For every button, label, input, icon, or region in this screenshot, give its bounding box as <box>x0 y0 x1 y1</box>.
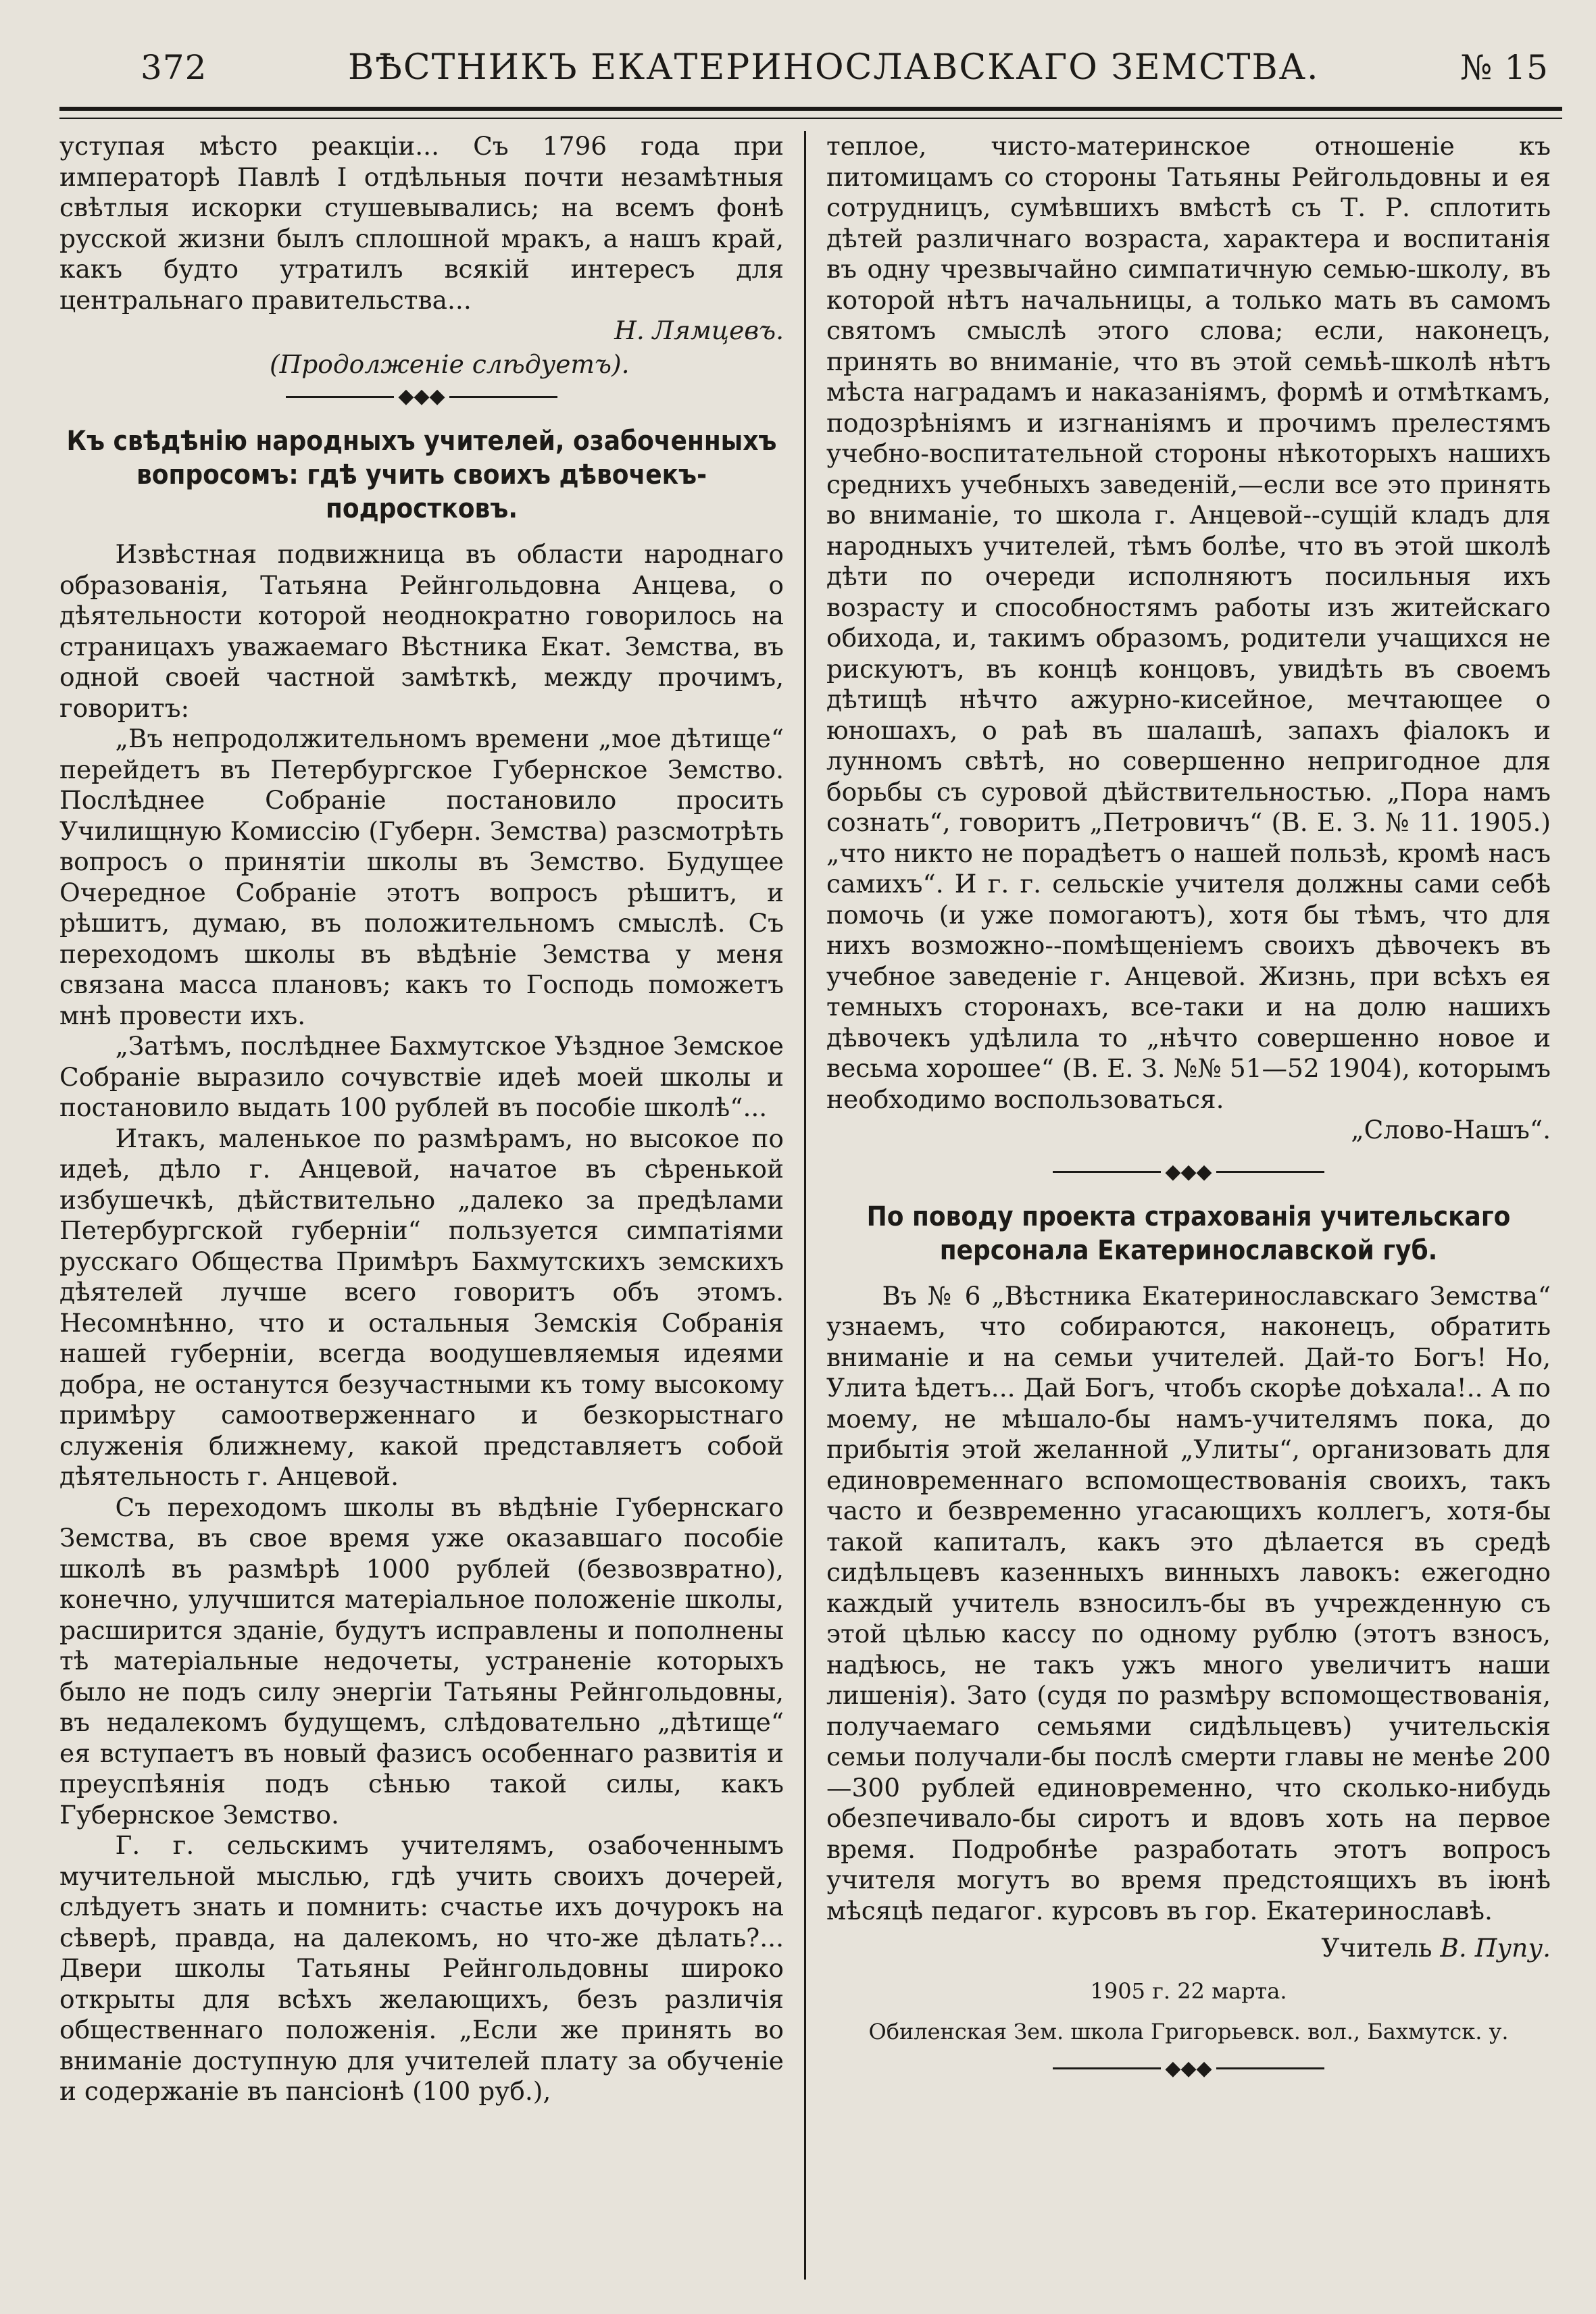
ornament: ◆◆◆ <box>1165 2056 1212 2080</box>
paragraph: „Въ непродолжительномъ времени „мое дѣтище“ перейдетъ въ Петербургское Губернское Земство. Послѣднее Собраніе постановило просить Училищную Комиссію (Губерн. Земства) разсмотрѣть вопросъ о принятіи школы въ Земство. Будущее Очередное Собраніе этотъ вопросъ рѣшитъ, и рѣшитъ, думаю, въ положительномъ смыслѣ. Съ переходомъ школы въ вѣдѣніе Земства у меня связана масса плановъ; какъ то Господь поможетъ мнѣ провести ихъ. <box>59 724 784 1030</box>
columns <box>59 131 1562 2280</box>
paragraph: Извѣстная подвижница въ области народнаго образованія, Татьяна Рейнгольдовна Анцева, о дѣятельности которой неоднократно говорилось на страницахъ уважаемаго Вѣстника Екат. Земства, въ одной своей частной замѣткѣ, между прочимъ, говоритъ: <box>59 539 784 723</box>
left-column <box>59 131 796 2280</box>
paragraph: „Затѣмъ, послѣднее Бахмутское Уѣздное Земское Собраніе выразило сочувствіе идеѣ моей школы и постановило выдать 100 рублей въ пособіе школѣ“... <box>59 1031 784 1122</box>
date-line: 1905 г. 22 марта. <box>1090 1978 1287 2004</box>
ornament: ◆◆◆ <box>1165 1159 1212 1184</box>
journal-title: ВѢСТНИКЪ ЕКАТЕРИНОСЛАВСКАГО ЗЕМСТВА. <box>348 47 1320 88</box>
paragraph: Въ № 6 „Вѣстника Екатеринославскаго Земства“ узнаемъ, что собираются, наконецъ, обратить вниманіе и на семьи учителей. Дай-то Богъ! Но, Улита ѣдетъ... Дай Богъ, чтобъ скорѣе доѣхала!.. А по моему, не мѣшало-бы намъ-учителямъ пока, до прибытія этой желанной „Улиты“, организовать для единовременнаго вспомоществованія своихъ, такъ часто и безвременно угасающихъ коллегъ, хотя-бы такой капиталъ, какъ это дѣлается въ средѣ сидѣльцевъ казенныхъ винныхъ лавокъ: ежегодно каждый учитель взносилъ-бы въ учрежденную съ этой цѣлью кассу по одному рублю (этотъ взносъ, надѣюсь, не такъ ужъ много увеличитъ наши лишенія). Зато (судя по размѣру вспомоществованія, получаемаго семьями сидѣльцевъ) учительскія семьи получали-бы послѣ смерти главы не менѣе 200—300 рублей единовременно, что сколько-нибудь обезпечивало-бы сиротъ и вдовъ хоть на первое время. Подробнѣе разработать этотъ вопросъ учителя могутъ во время предстоящихъ въ іюнѣ мѣсяцѣ педагог. курсовъ въ гор. Екатеринославѣ. <box>826 1280 1551 1926</box>
school-line: Обиленская Зем. школа Григорьевск. вол., Бахмутск. у. <box>868 2018 1509 2044</box>
intro-text: уступая мѣсто реакціи... Съ 1796 года при императорѣ Павлѣ I отдѣльныя почти незамѣтныя свѣтлыя искорки стушевывались; на всемъ фонѣ русской жизни былъ сплошной мракъ, а нашъ край, какъ будто утратилъ всякій интересъ для центральнаго правительства... <box>59 131 784 315</box>
paragraph: Съ переходомъ школы въ вѣдѣніе Губернскаго Земства, въ свое время уже оказавшаго пособіе школѣ въ размѣрѣ 1000 рублей (безвозвратно), конечно, улучшится матеріальное положеніе школы, расширится зданіе, будутъ исправлены и пополнены тѣ матеріальные недочеты, устраненіе которыхъ было не подъ силу энергіи Татьяны Рейнгольдовны, въ недалекомъ будущемъ, слѣдовательно „дѣтище“ ея вступаетъ въ новый фазисъ особеннаго развитія и преуспѣянія подъ сѣнью такой силы, какъ Губернское Земство. <box>59 1492 784 1830</box>
article-title-1: Къ свѣдѣнію народныхъ учителей, озабоченныхъ вопросомъ: гдѣ учить своихъ дѣвочекъ-подростковъ. <box>66 426 777 524</box>
ornament-divider <box>826 2056 1551 2080</box>
signature-slovo: „Слово-Нашъ“. <box>1351 1115 1551 1145</box>
page-number: 372 <box>141 48 207 87</box>
article-title-2: По поводу проекта страхованія учительскаго персонала Екатеринославской губ. <box>866 1201 1511 1266</box>
intro-author: Н. Лямцевъ. <box>614 316 784 345</box>
paragraph: теплое, чисто-материнское отношеніе къ питомицамъ со стороны Татьяны Рейгольдовны и ея сотрудницъ, сумѣвшихъ вмѣстѣ съ Т. Р. сплотить дѣтей различнаго возраста, характера и воспитанія въ одну чрезвычайно симпатичную семью-школу, въ которой нѣтъ начальницы, а только мать въ самомъ святомъ смыслѣ этого слова; если, наконецъ, принять во вниманіе, что въ этой семьѣ-школѣ нѣтъ мѣста наградамъ и наказаніямъ, формѣ и отмѣткамъ, подозрѣніямъ и изгнаніямъ и прочимъ прелестямъ учебно-воспитательной стороны нѣкоторыхъ нашихъ среднихъ учебныхъ заведеній,—если все это принять во вниманіе, то школа г. Анцевой--сущій кладъ для народныхъ учителей, тѣмъ болѣе, что въ этой школѣ дѣти по очереди исполняютъ посильныя ихъ возрасту и способностямъ работы изъ житейскаго обихода, и, такимъ образомъ, родители учащихся не рискуютъ, въ концѣ концовъ, увидѣть въ своемъ дѣтищѣ нѣчто ажурно-кисейное, мечтающее о юношахъ, о раѣ въ шалашѣ, запахъ фіалокъ и лунномъ свѣтѣ, но совершенно непригодное для борьбы съ суровой дѣйствительностью. „Пора намъ сознать“, говоритъ „Петровичъ“ (В. Е. З. № 11. 1905.) „что никто не порадѣетъ о нашей пользѣ, кромѣ насъ самихъ“. И г. г. сельскіе учителя должны сами себѣ помочь (и уже помогаютъ), хотя бы тѣмъ, что для нихъ возможно--помѣщеніемъ своихъ дѣвочекъ въ учебное заведеніе г. Анцевой. Жизнь, при всѣхъ ея темныхъ сторонахъ, все-таки и на долю нашихъ дѣвочекъ удѣлила то „нѣчто совершенно новое и весьма хорошее“ (В. Е. З. №№ 51—52 1904), которымъ необходимо воспользоваться. <box>826 131 1551 1114</box>
ornament: ◆◆◆ <box>398 384 445 408</box>
signature-prefix: Учитель <box>1321 1933 1441 1963</box>
issue-number: № 15 <box>1460 48 1549 87</box>
paragraph: Г. г. сельскимъ учителямъ, озабоченнымъ мучительной мыслью, гдѣ учить своихъ дочерей, слѣдуетъ знать и помнить: счастье ихъ дочурокъ на сѣверѣ, правда, на далекомъ, но что-же дѣлать?... Двери школы Татьяны Рейнгольдовны широко открыты для всѣхъ желающихъ, безъ различія общественнаго положенія. „Если же принять во вниманіе доступную для учителей плату за обученіе и содержаніе въ пансіонѣ (100 руб.), <box>59 1830 784 2106</box>
ornament-divider <box>826 1159 1551 1184</box>
ornament-divider <box>59 386 784 407</box>
continued-note: (Продолженіе слѣдуетъ). <box>269 349 630 379</box>
right-column <box>814 131 1551 2280</box>
signature-teacher <box>826 1933 1551 1964</box>
paragraph: Итакъ, маленькое по размѣрамъ, но высокое по идеѣ, дѣло г. Анцевой, начатое въ сѣренькой избушечкѣ, дѣйствительно „далеко за предѣлами Петербургской губерніи“ пользуется симпатіями русскаго Общества Примѣръ Бахмутскихъ земскихъ дѣятелей лучше всего говоритъ объ этомъ. Несомнѣнно, что и остальныя Земскія Собранія нашей губерніи, всегда воодушевляемыя идеями добра, не останутся безучастными къ тому высокому примѣру самоотверженнаго и безкорыстнаго служенія ближнему, какой представляетъ собой дѣятельность г. Анцевой. <box>59 1123 784 1491</box>
page-header <box>59 47 1562 101</box>
signature-name: В. Пупу. <box>1440 1933 1551 1963</box>
header-rule <box>59 107 1562 119</box>
column-divider <box>804 131 806 2280</box>
